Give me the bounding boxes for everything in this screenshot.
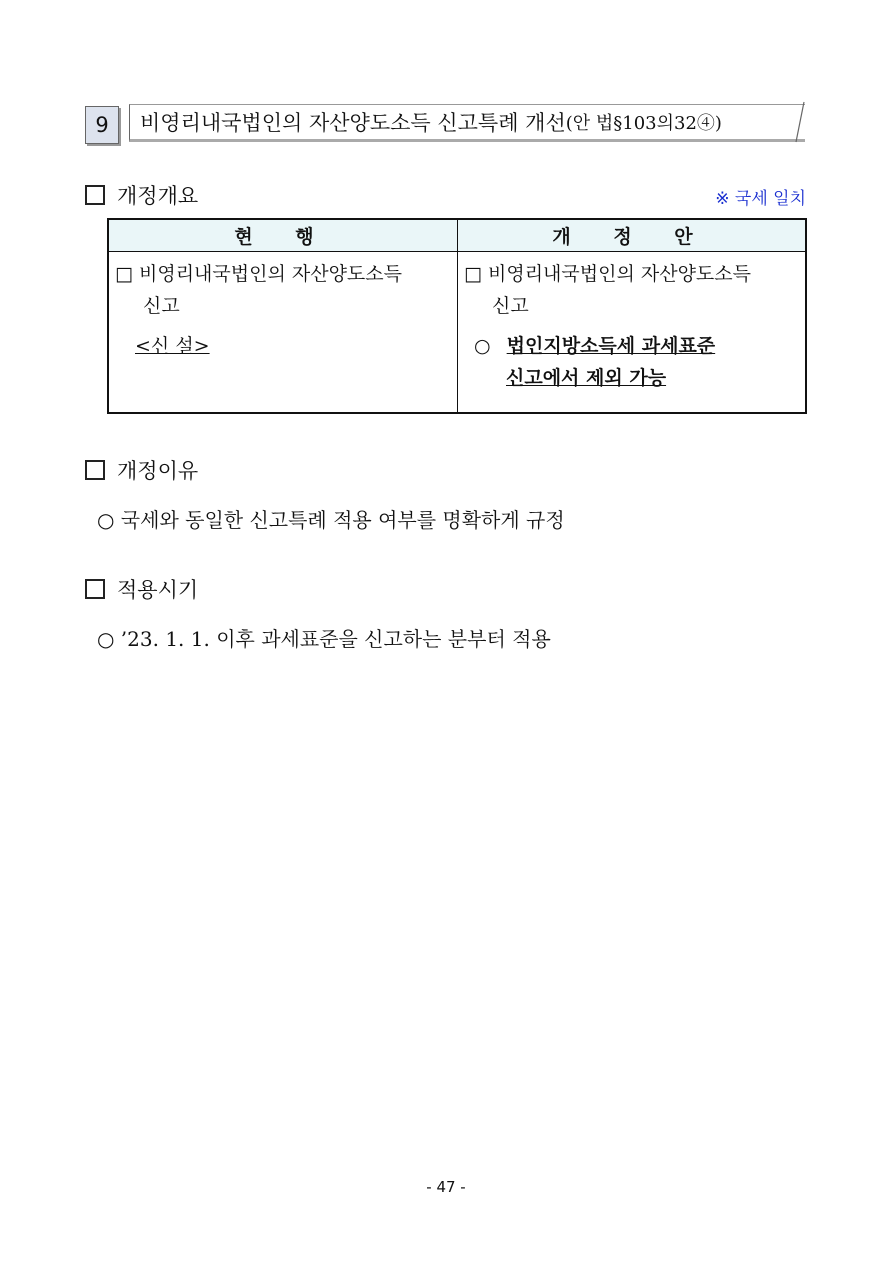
table-row (108, 252, 806, 414)
revised-detail-2: 신고에서 제외 가능 (506, 367, 667, 389)
revised-item: □ 비영리내국법인의 자산양도소득 (464, 263, 751, 285)
current-item-cont: 신고 (143, 295, 180, 317)
current-cell (108, 252, 458, 414)
overview-heading (85, 180, 198, 210)
timing-bullet: ○ ’23. 1. 1. 이후 과세표준을 신고하는 분부터 적용 (97, 627, 551, 651)
current-item: □ 비영리내국법인의 자산양도소득 (115, 263, 402, 285)
revised-detail-1: 법인지방소득세 과세표준 (506, 335, 716, 357)
checkbox-square-icon (85, 460, 105, 480)
page-number: - 47 - (426, 1178, 466, 1196)
comparison-table (107, 218, 807, 414)
revised-item-cont: 신고 (492, 295, 529, 317)
checkbox-square-icon (85, 185, 105, 205)
section-title-box (129, 104, 805, 142)
revised-cell (458, 252, 807, 414)
circle-bullet-icon: ○ (474, 335, 491, 357)
current-new-label: <신 설> (135, 335, 210, 357)
reason-heading (85, 455, 198, 485)
section-number (85, 106, 119, 144)
title-slash-decoration (794, 100, 806, 144)
column-header-current: 현 행 (108, 219, 458, 252)
reason-bullet: ○ 국세와 동일한 신고특례 적용 여부를 명확하게 규정 (97, 508, 565, 532)
timing-heading (85, 574, 198, 604)
legal-reference: (안 법§103의32④) (565, 113, 722, 134)
checkbox-square-icon (85, 579, 105, 599)
overview-note: ※ 국세 일치 (715, 189, 806, 209)
overview-heading-text: 개정개요 (117, 184, 199, 208)
section-title: 비영리내국법인의 자산양도소득 신고특례 개선 (140, 111, 566, 135)
section-number-text: 9 (95, 113, 109, 137)
timing-heading-text: 적용시기 (117, 578, 199, 602)
column-header-revised: 개 정 안 (458, 219, 807, 252)
revised-detail-line-1 (464, 330, 801, 362)
reason-heading-text: 개정이유 (117, 459, 199, 483)
table-header-row (108, 219, 806, 252)
